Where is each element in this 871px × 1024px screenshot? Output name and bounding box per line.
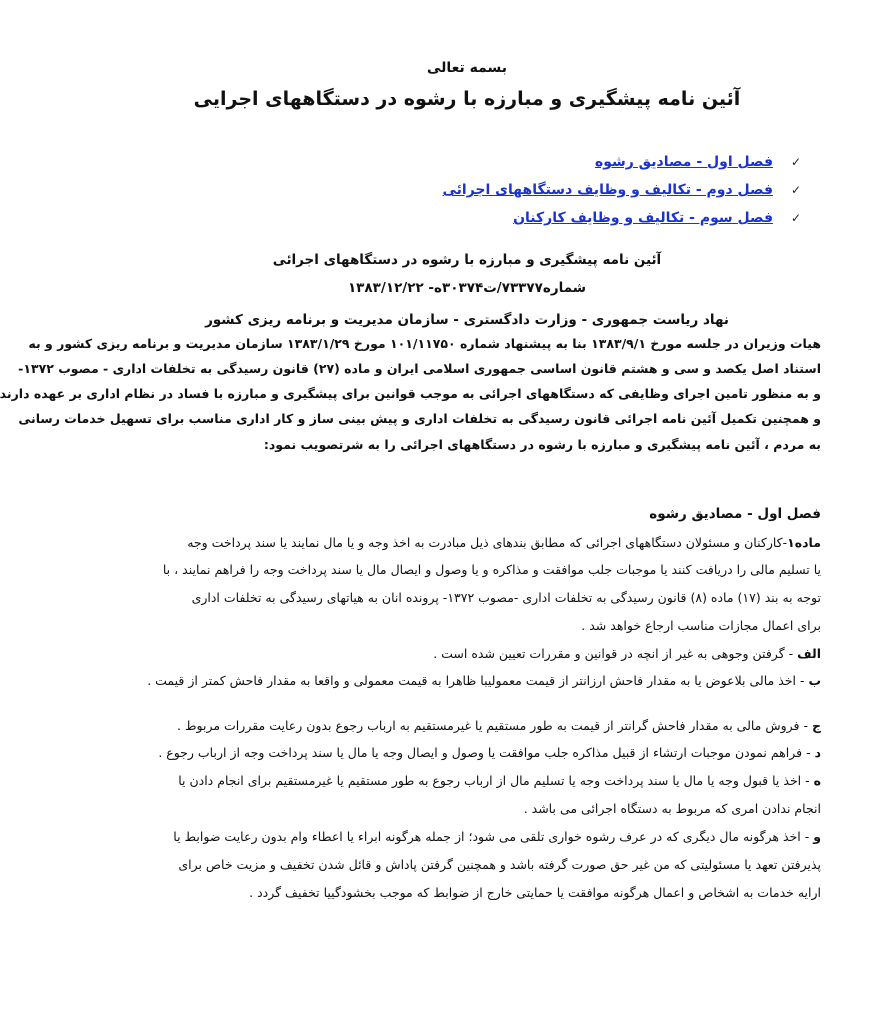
article-text: -کارکنان و مسئولان دستگاههای اجرائی که مطابق بندهای ذیل مبادرت به اخذ وجه و یا مال نمایند یا سند پرداخت وجه bbox=[187, 535, 788, 550]
table-of-contents bbox=[241, 148, 801, 232]
clause-text: - اخذ هرگونه مال دیگری که در عرف رشوه خواری تلقی می شود؛ از جمله هرگونه ابراء یا اعطاء وام بدون رعایت ضوابط یا bbox=[173, 829, 814, 844]
clause-item bbox=[111, 673, 821, 688]
bismillah-heading: بسمه تعالی bbox=[426, 60, 508, 76]
article-1-line: برای اعمال مجازات مناسب ارجاع خواهد شد . bbox=[581, 618, 821, 633]
page-title: آئین نامه پیشگیری و مبارزه با رشوه در دستگاههای اجرایی bbox=[193, 88, 741, 110]
preamble-line: استناد اصل یکصد و سی و هشتم قانون اساسی جمهوری اسلامی ایران و ماده (۲۷) قانون رسیدگی به تخلفات اداری - مصوب ۱۳۷۲- bbox=[18, 361, 821, 376]
chapter-1-title: فصل اول - مصادیق رشوه bbox=[649, 506, 821, 522]
clause-item bbox=[111, 745, 821, 760]
toc-item[interactable] bbox=[241, 204, 801, 232]
article-label: ماده۱ bbox=[787, 535, 821, 550]
clause-continuation: انجام ندادن امری که مربوط به دستگاه اجرائی می باشد . bbox=[523, 801, 821, 816]
decree-issuers: نهاد ریاست جمهوری - وزارت دادگستری - سازمان مدیریت و برنامه ریزی کشور bbox=[205, 312, 729, 328]
preamble-line: و به منظور تامین اجرای وظایفی که دستگاههای اجرائی به موجب قوانین برای پیشگیری و مبارزه با فساد در نظام اداری بر عهده دارند bbox=[0, 386, 821, 401]
clause-continuation: پذیرفتن تعهد یا مسئولیتی که من غیر حق صورت گرفته باشد و همچنین گرفتن پاداش و قائل شدن تخفیف و مزیت خاص برای bbox=[178, 857, 821, 872]
clause-continuation: ارایه خدمات به اشخاص و اعمال هرگونه موافقت یا حمایتی خارج از ضوابط که موجب بخشودگییا تخفیف گردد . bbox=[249, 885, 821, 900]
preamble-line: به مردم ، آئین نامه پیشگیری و مبارزه با رشوه در دستگاههای اجرائی را به شرتصویب نمود: bbox=[263, 437, 821, 452]
clause-text: - فروش مالی به مقدار فاحش گرانتر از قیمت به طور مستقیم یا غیرمستقیم به ارباب رجوع بدون رعایت مقررات مربوط . bbox=[177, 718, 812, 733]
checkmark-icon: ✓ bbox=[790, 155, 801, 169]
clause-item bbox=[111, 646, 821, 661]
clause-text: - گرفتن وجوهی به غیر از انچه در قوانین و مقررات تعیین شده است . bbox=[433, 646, 798, 661]
decree-number: شماره۷۳۳۷۷/ت۳۰۳۷۴ه- ۱۳۸۳/۱۲/۲۲ bbox=[347, 280, 587, 296]
clause-item bbox=[111, 829, 821, 844]
preamble-line: هیات وزیران در جلسه مورخ ۱۳۸۳/۹/۱ بنا به پیشنهاد شماره ۱۰۱/۱۱۷۵۰ مورخ ۱۳۸۳/۱/۲۹ سازمان مدیریت و برنامه ریزی کشور و به bbox=[28, 336, 821, 351]
clause-letter: ج bbox=[811, 718, 821, 733]
article-1-line bbox=[111, 535, 821, 550]
article-1-line: توجه به بند (۱۷) ماده (۸) قانون رسیدگی به تخلفات اداری -مصوب ۱۳۷۲- پرونده انان به هیاتهای رسیدگی به تخلفات اداری bbox=[191, 590, 821, 605]
toc-link-chapter-3[interactable]: فصل سوم - تکالیف و وظایف کارکنان bbox=[513, 210, 773, 226]
article-1-line: یا تسلیم مالی را دریافت کنند یا موجبات جلب موافقت و مذاکره و یا وصول و ایصال مال یا سند پرداخت وجه را فراهم نمایند ، با bbox=[162, 562, 821, 577]
toc-link-chapter-2[interactable]: فصل دوم - تکالیف و وظایف دستگاههای اجرائی bbox=[442, 182, 773, 198]
clause-item bbox=[111, 773, 821, 788]
clause-text: - اخذ مالی بلاعوض یا به مقدار فاحش ارزانتر از قیمت معمولیبا ظاهرا به قیمت معمولی و واقعا به مقدار فاحش کمتر از قیمت . bbox=[147, 673, 809, 688]
clause-letter: د bbox=[814, 745, 821, 760]
toc-link-chapter-1[interactable]: فصل اول - مصادیق رشوه bbox=[594, 154, 773, 170]
clause-letter: و bbox=[813, 829, 821, 844]
clause-text: - اخذ یا قبول وجه یا مال یا سند پرداخت وجه یا تسلیم مال از ارباب رجوع به طور مستقیم یا غیرمستقیم برای انجام دادن یا bbox=[178, 773, 814, 788]
clause-text: - فراهم نمودن موجبات ارتشاء از قبیل مذاکره جلب موافقت یا وصول و ایصال وجه یا مال یا سند پرداخت وجه از ارباب رجوع . bbox=[158, 745, 815, 760]
clause-letter: ب bbox=[808, 673, 821, 688]
checkmark-icon: ✓ bbox=[790, 211, 801, 225]
decree-title: آئین نامه پیشگیری و مبارزه با رشوه در دستگاههای اجرائی bbox=[272, 252, 662, 268]
toc-item[interactable] bbox=[241, 148, 801, 176]
clause-letter: الف bbox=[797, 646, 821, 661]
clause-letter: ه bbox=[813, 773, 821, 788]
clause-item bbox=[111, 718, 821, 733]
toc-item[interactable] bbox=[241, 176, 801, 204]
checkmark-icon: ✓ bbox=[790, 183, 801, 197]
preamble-line: و همچنین تکمیل آئین نامه اجرائی قانون رسیدگی به تخلفات اداری و پیش بینی ساز و کار اداری مناسب برای تسهیل خدمات رسانی bbox=[18, 411, 821, 426]
